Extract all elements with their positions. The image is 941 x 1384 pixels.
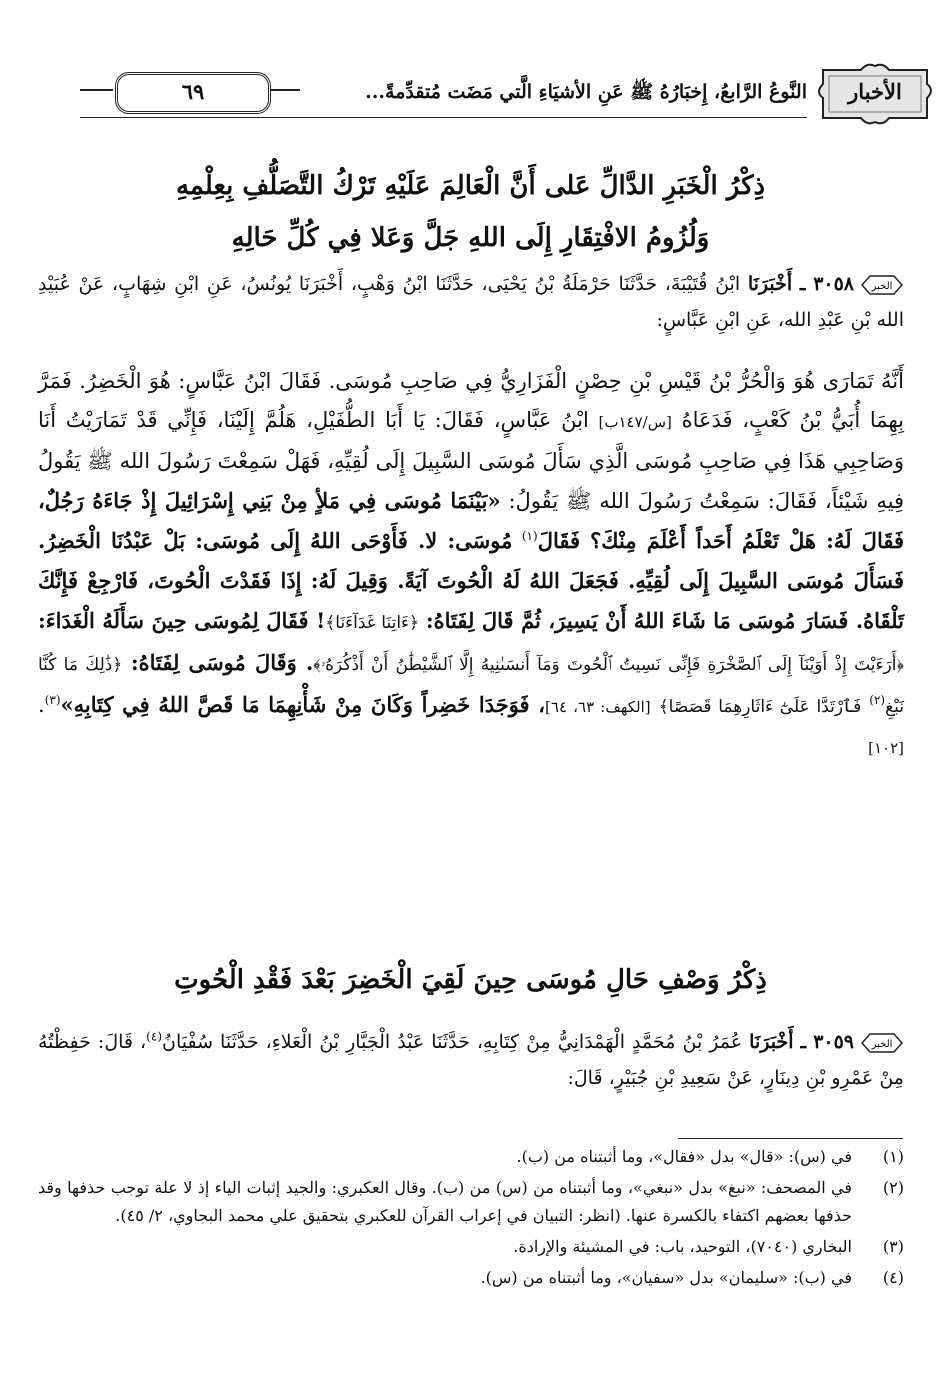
footnote-marker-4[interactable]: (٤) [146, 1029, 162, 1044]
footnote-number: (٢) [882, 1178, 904, 1197]
section-heading-1-line1: ذِكْرُ الْخَبَرِ الدَّالِّ عَلى أَنَّ الْعَالِمَ عَلَيْهِ تَرْكُ التَّصَلُّفِ بِعِلْمِهِ [175, 171, 766, 201]
chapter-emblem [815, 62, 935, 126]
footnote-2 [38, 1174, 904, 1230]
hadith-3058-isnad: الخبر ٣٠٥٨ ـ أَخْبَرَنَا ابْنُ قُتَيْبَةَ، حَدَّثَنَا حَرْمَلَةُ بْنُ يَحْيَى، حَدَّثَنَا ابْنُ وَهْبٍ، أَخْبَرَنَا يُونُسُ، عَنِ ابْنِ شِهَابٍ، عَنْ عُبَيْدِ الله بْنِ عَبْدِ الله، عَنِ ابْنِ عَبَّاسٍ: [38, 273, 904, 331]
running-title-type: النَّوعُ الرَّابعُ [720, 81, 807, 103]
quran-quote-2: ﴿أَرَءَيْتَ إِذْ أَوَيْنَآ إِلَى ٱلصَّخْرَةِ فَإِنِّى نَسِيتُ ٱلْحُوتَ وَمَآ أَنسَىٰنِيهُ إِلَّا ٱلشَّيْطَٰنُ أَنْ أَذْكُرَهُۥ﴾ [313, 655, 904, 675]
footnote-1 [38, 1143, 904, 1171]
page-number-line-left [80, 89, 113, 91]
running-header [80, 62, 935, 126]
akhbarana: أَخْبَرَنَا [749, 1031, 794, 1053]
quran-quote-3b: فَٱرْتَدَّا عَلَىٰٓ ءَاثَارِهِمَا قَصَصًا﴾ [658, 697, 862, 717]
prophet-saying-5: ، فَوَجَدَا خَضِراً وَكَانَ مِنْ شَأْنِهِمَا مَا قَصَّ اللهُ فِي كِتَابِهِ» [60, 692, 546, 717]
hadith-number: ٣٠٥٩ [813, 1031, 855, 1053]
matn-dialogue: ابْنُ عَبَّاسٍ، فَقَالَ: يَا أَبَا الطُّفَيْلِ، هَلُمَّ إِلَيْنَا، فَإِنِّي قَدْ تَمَارَيْتُ أَنَا وَصَاحِبِي هَذَا فِي صَاحِبِ مُوسَى الَّذِي سَأَلَ مُوسَى السَّبِيلَ إِلَى لُقِيِّهِ، فَهَلْ سَمِعْتَ رَسُولَ الله ﷺ يَقُولُ فِيهِ شَيْئاً، فَقَالَ: سَمِعْتُ رَسُولَ الله ﷺ يَقُولُ: [38, 408, 905, 513]
hadith-number: ٣٠٥٨ [813, 273, 855, 295]
prophet-saying-4: . وَقَالَ مُوسَى لِفَتَاهُ: [130, 650, 314, 675]
quran-quote-3: ﴿ذَٰلِكَ مَا كُنَّا نَبْغِ [38, 655, 904, 717]
section-heading-1-line2: وَلُزُومُ الافْتِقَارِ إِلَى اللهِ جَلَّ وَعَلا فِي كُلِّ حَالِهِ [231, 223, 710, 253]
isnad-text-b: ، قَالَ: حَفِظْتُهُ مِنْ عَمْرِو بْنِ دِينَارٍ، عَنْ سَعِيدِ بْنِ جُبَيْرٍ، قَالَ: [38, 1031, 904, 1089]
footnote-text: في المصحف: «نبغ» بدل «نبغي»، وما أثبتناه من (س) من (ب). وقال العكبري: والجيد إثبات الياء إذ لا علة توجب حذفها وقد حذفها بعضهم اكتفاء بالكسرة عنها. (انظر: التبيان في إعراب القرآن للعكبري بتحقيق علي محمد البجاوي، ٢/ ٤٥). [38, 1178, 853, 1225]
prophet-saying-3: ! فَقَالَ لِمُوسَى حِينَ سَأَلَهُ الْغَدَاءَ: [38, 608, 326, 633]
footnote-marker-2[interactable]: (٢) [869, 693, 886, 707]
isnad-text-a: عُمَرُ بْنُ مُحَمَّدٍ الْهَمْدَانِيُّ مِنْ كِتَابِهِ، حَدَّثَنَا عَبْدُ الْجَبَّارِ بْنُ الْعَلاءِ، حَدَّثَنَا سُفْيَانُ [162, 1031, 743, 1053]
footnote-marker-1[interactable]: (١) [521, 529, 538, 543]
footnote-4 [38, 1264, 904, 1292]
hadith-3059-isnad: الخبر ٣٠٥٩ ـ أَخْبَرَنَا عُمَرُ بْنُ مُحَمَّدٍ الْهَمْدَانِيُّ مِنْ كِتَابِهِ، حَدَّثَنَا عَبْدُ الْجَبَّارِ بْنُ الْعَلاءِ، حَدَّثَنَا سُفْيَانُ$^{(٤)}$، قَالَ: حَفِظْتُهُ مِنْ عَمْرِو بْنِ دِينَارٍ، عَنْ سَعِيدِ بْنِ جُبَيْرٍ، قَالَ: [38, 1029, 904, 1089]
numbering-ref: [١٠٢] [868, 739, 904, 757]
emblem-label: الأخبار [848, 79, 902, 104]
running-title-rest: إِخبَارُهُ ﷺ عَنِ الأشيَاءِ الَّتي مَضَت مُتقدِّمةً... [365, 81, 708, 103]
footnote-number: (٤) [882, 1268, 904, 1287]
footnote-separator [678, 1138, 903, 1139]
akhbarana: أَخْبَرَنَا [747, 273, 793, 295]
prophet-saying-1: «بَيْنَمَا مُوسَى فِي مَلأٍ مِنْ بَنِي إِسْرَائِيلَ إِذْ جَاءَهُ رَجُلٌ، فَقَالَ لَهُ: هَلْ تَعْلَمُ أَحَداً أَعْلَمَ مِنْكَ؟ فَقَالَ [38, 488, 904, 553]
running-title: النَّوعُ الرَّابعُ، إِخبَارُهُ ﷺ عَنِ الأشيَاءِ الَّتي مَضَت مُتقدِّمةً... [365, 81, 807, 103]
svg-text:الخبر: الخبر [871, 1039, 893, 1050]
manuscript-ref: [س/١٤٧ب] [598, 413, 672, 431]
footnote-text: في (ب): «سليمان» بدل «سفيان»، وما أثبتناه من (س). [480, 1268, 852, 1287]
matn-intro: أَنَّهُ تَمَارَى هُوَ وَالْحُرُّ بْنُ قَيْسِ بْنِ حِصْنٍ الْفَزَارِيُّ فِي صَاحِبِ مُوسَى. فَقَالَ ابْنُ عَبَّاسٍ: هُوَ الْخَضِرُ. فَمَرَّ بِهِمَا أُبَيُّ بْنُ كَعْبٍ، فَدَعَاهُ [38, 369, 904, 432]
khabar-tag-icon [860, 1031, 904, 1055]
quran-quote-1: ﴿ءَاتِنَا غَدَآءَنَا﴾ [325, 613, 420, 633]
footnote-marker-3[interactable]: (٣) [44, 693, 61, 707]
page-number: ٦٩ [115, 72, 271, 114]
section-heading-1 [40, 160, 901, 264]
isnad-text: ابْنُ قُتَيْبَةَ، حَدَّثَنَا حَرْمَلَةُ بْنُ يَحْيَى، حَدَّثَنَا ابْنُ وَهْبٍ، أَخْبَرَنَا يُونُسُ، عَنِ ابْنِ شِهَابٍ، عَنْ عُبَيْدِ الله بْنِ عَبْدِ الله، عَنِ ابْنِ عَبَّاسٍ: [38, 273, 904, 331]
header-rule [80, 117, 807, 118]
footnote-text: في (س): «قال» بدل «فقال»، وما أثبتناه من (ب). [516, 1147, 852, 1166]
footnote-3 [38, 1233, 904, 1261]
footnote-number: (٣) [882, 1237, 904, 1256]
quran-ref: [الكهف: ٦٣، ٦٤] [545, 698, 651, 716]
khabar-tag-icon [860, 273, 904, 297]
prophet-saying-2: مُوسَى: لا. فَأَوْحَى اللهُ إِلَى مُوسَى: بَلْ عَبْدُنَا الْخَضِرُ. فَسَأَلَ مُوسَى السَّبِيلَ إِلَى لُقِيِّهِ. فَجَعَلَ اللهُ لَهُ الْحُوتَ آيَةً. وَقِيلَ لَهُ: إِذَا فَقَدْتَ الْحُوتَ، فَارْجِعْ فَإِنَّكَ تَلْقَاهُ. فَسَارَ مُوسَى مَا شَاءَ اللهُ أَنْ يَسِيرَ، ثُمَّ قَالَ لِفَتَاهُ: [38, 528, 904, 633]
footnotes [38, 1140, 904, 1292]
footnote-number: (١) [882, 1147, 904, 1166]
section-heading-2: ذِكْرُ وَصْفِ حَالِ مُوسَى حِينَ لَقِيَ الْخَضِرَ بَعْدَ فَقْدِ الْحُوتِ [174, 965, 767, 995]
svg-text:الخبر: الخبر [871, 281, 893, 292]
footnote-text: البخاري (٧٠٤٠)، التوحيد، باب: في المشيئة والإرادة. [513, 1237, 852, 1256]
page-number-line-right [270, 89, 300, 91]
hadith-3058-matn: أَنَّهُ تَمَارَى هُوَ وَالْحُرُّ بْنُ قَيْسِ بْنِ حِصْنٍ الْفَزَارِيُّ فِي صَاحِبِ مُوسَى. فَقَالَ ابْنُ عَبَّاسٍ: هُوَ الْخَضِرُ. فَمَرَّ بِهِمَا أُبَيُّ بْنُ كَعْبٍ، فَدَعَاهُ [س/١٤٧ب] ابْنُ عَبَّاسٍ، فَقَالَ: يَا أَبَا الطُّفَيْلِ، هَلُمَّ إِلَيْنَا، فَإِنِّي قَدْ تَمَارَيْتُ أَنَا وَصَاحِبِي هَذَا فِي صَاحِبِ مُوسَى الَّذِي سَأَلَ مُوسَى السَّبِيلَ إِلَى لُقِيِّهِ، فَهَلْ سَمِعْتَ رَسُولَ الله ﷺ يَقُولُ فِيهِ شَيْئاً، فَقَالَ: سَمِعْتُ رَسُولَ الله ﷺ يَقُولُ: «بَيْنَمَا مُوسَى فِي مَلأٍ مِنْ بَنِي إِسْرَائِيلَ إِذْ جَاءَهُ رَجُلٌ، فَقَالَ لَهُ: هَلْ تَعْلَمُ أَحَداً أَعْلَمَ مِنْكَ؟ فَقَالَ$^{(١)}$ مُوسَى: لا. فَأَوْحَى اللهُ إِلَى مُوسَى: بَلْ عَبْدُنَا الْخَضِرُ. فَسَأَلَ مُوسَى السَّبِيلَ إِلَى لُقِيِّهِ. فَجَعَلَ اللهُ لَهُ الْحُوتَ آيَةً. وَقِيلَ لَهُ: إِذَا فَقَدْتَ الْحُوتَ، فَارْجِعْ فَإِنَّكَ تَلْقَاهُ. فَسَارَ مُوسَى مَا شَاءَ اللهُ أَنْ يَسِيرَ، ثُمَّ قَالَ لِفَتَاهُ: ﴿ءَاتِنَا غَدَآءَنَا﴾! فَقَالَ لِمُوسَى حِينَ سَأَلَهُ الْغَدَاءَ: ﴿أَرَءَيْتَ إِذْ أَوَيْنَآ إِلَى ٱلصَّخْرَةِ فَإِنِّى نَسِيتُ ٱلْحُوتَ وَمَآ أَنسَىٰنِيهُ إِلَّا ٱلشَّيْطَٰنُ أَنْ أَذْكُرَهُۥ﴾. وَقَالَ مُوسَى لِفَتَاهُ: ﴿ذَٰلِكَ مَا كُنَّا نَبْغِ$^{(٢)}$ فَٱرْتَدَّا عَلَىٰٓ ءَاثَارِهِمَا قَصَصًا﴾ [الكهف: ٦٣، ٦٤]، فَوَجَدَا خَضِراً وَكَانَ مِنْ شَأْنِهِمَا مَا قَصَّ اللهُ فِي كِتَابِهِ»$^{(٣)}$. [١٠٢] [38, 369, 905, 757]
